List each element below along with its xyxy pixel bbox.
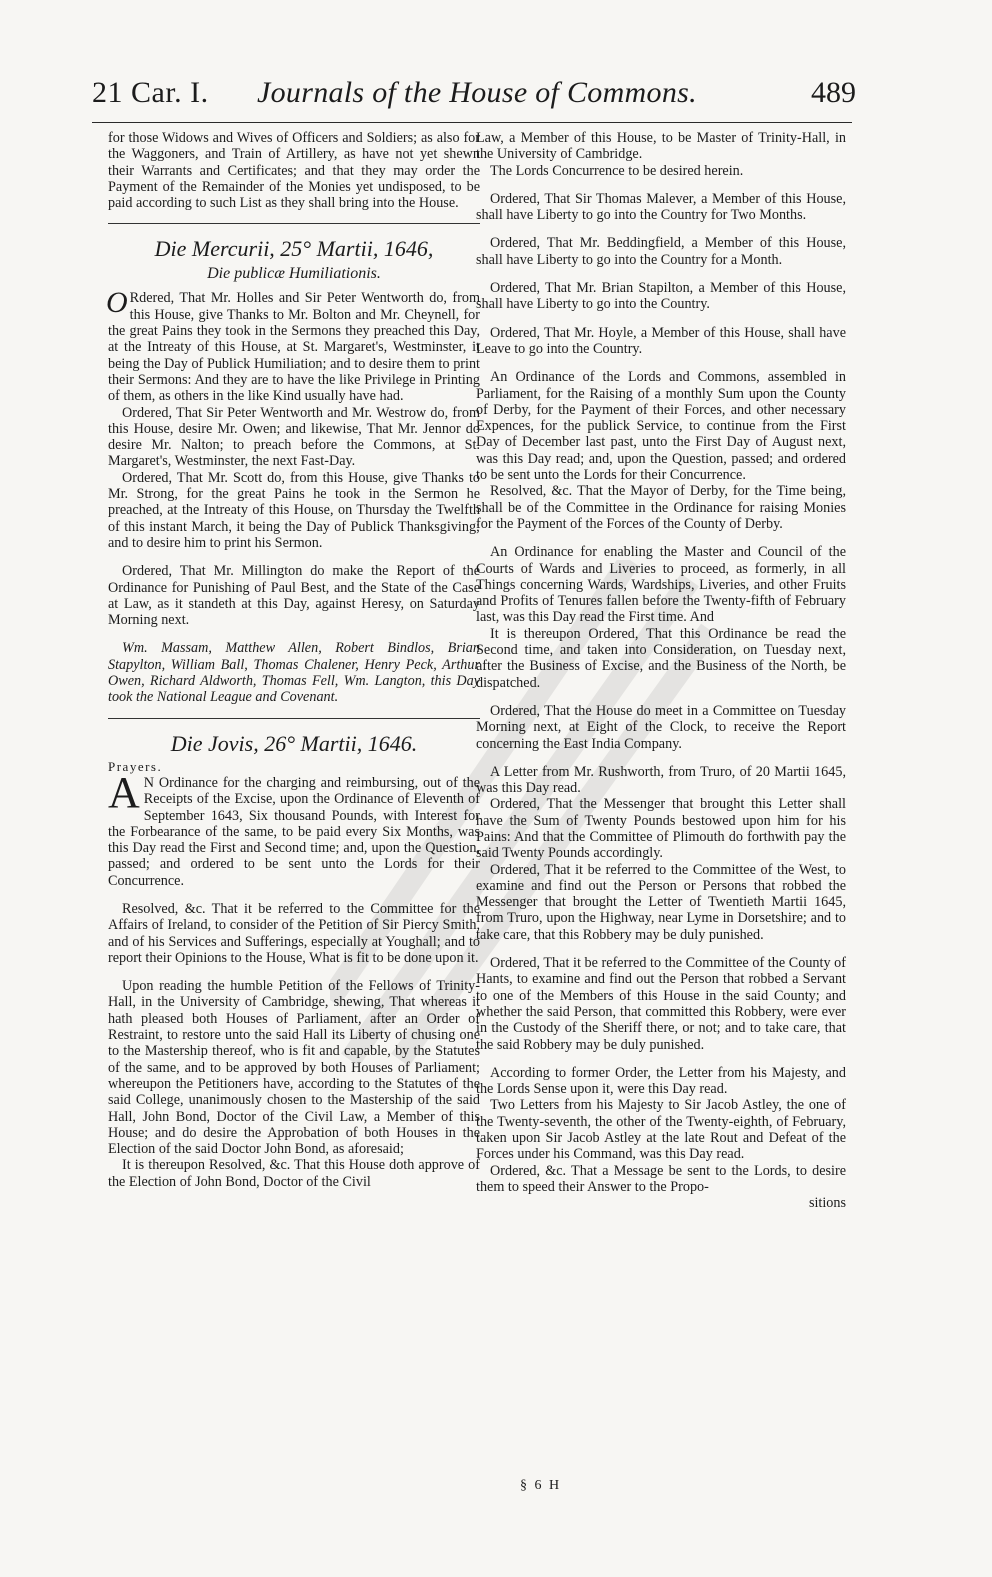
entry-piercy-smith: Resolved, &c. That it be referred to the Committee for the Affairs of Ireland, to consider of the Petition of Sir Piercy Smith, and of his Services and Sufferings, especially at Youghall; and to report their Opinions to the House, What is fit to be done upon it. bbox=[108, 900, 480, 966]
prayers-label: Prayers. bbox=[108, 758, 163, 774]
left-column bbox=[108, 130, 480, 1190]
entry-rushworth-letter: A Letter from Mr. Rushworth, from Truro, of 20 Martii 1645, was this Day read. bbox=[476, 763, 846, 797]
section-divider bbox=[108, 223, 480, 224]
day-heading-mercurii: Die Mercurii, 25° Martii, 1646, bbox=[154, 236, 434, 262]
entry-trinity-hall-master: Law, a Member of this House, to be Master of Trinity-Hall, in the University of Cambridge. bbox=[476, 130, 846, 163]
journal-title: Journals of the House of Commons. bbox=[257, 76, 697, 109]
entry-preachers-fast-day: Ordered, That Sir Peter Wentworth and Mr. Westrow do, from this House, desire Mr. Owen; and likewise, That Mr. Jennor do desire Mr. Nalton; to preach before the Commons, at St. Margaret's, Westminster, the next Fast-Day. bbox=[108, 404, 480, 470]
entry-second-reading: It is thereupon Ordered, That this Ordinance be read the Second time, and taken into Consideration, on Tuesday next, after the Business of Excise, and the Business of the North, be dispatched. bbox=[476, 625, 846, 691]
entry-message-lords: Ordered, &c. That a Message be sent to the Lords, to desire them to speed their Answer to the Propo- bbox=[476, 1162, 846, 1195]
entry-john-bond-resolved: It is thereupon Resolved, &c. That this House doth approve of the Election of John Bond, Doctor of the Civil bbox=[108, 1157, 480, 1190]
day-subheading-humiliation: Die publicæ Humiliationis. bbox=[207, 265, 381, 283]
entry-leave-malever: Ordered, That Sir Thomas Malever, a Member of this House, shall have Liberty to go into the Country for Two Months. bbox=[476, 190, 846, 224]
regnal-year: 21 Car. I. bbox=[92, 76, 209, 109]
entry-leave-hoyle: Ordered, That Mr. Hoyle, a Member of this House, shall have Leave to go into the Country. bbox=[476, 324, 846, 357]
entry-thanks-strong: Ordered, That Mr. Scott do, from this House, give Thanks to Mr. Strong, for the great Pains he took in the Sermon he preached, at the Intreaty of this House, on Thursday the Twelfth of this instant March, it being the Day of Publick Thanksgiving; and to desire him to print his Sermon. bbox=[108, 469, 480, 551]
entry-leave-beddingfield: Ordered, That Mr. Beddingfield, a Member of this House, shall have Liberty to go into the Country for a Month. bbox=[476, 235, 846, 268]
entry-leave-stapilton: Ordered, That Mr. Brian Stapilton, a Member of this House, shall have Liberty to go into the Country. bbox=[476, 280, 846, 313]
entry-millington-report: Ordered, That Mr. Millington do make the Report of the Ordinance for Punishing of Paul Best, and the State of the Case at Law, as it standeth at this Day, against Heresy, on Saturday Morning next. bbox=[108, 563, 480, 629]
entry-trinity-hall-petition: Upon reading the humble Petition of the Fellows of Trinity-Hall, in the University of Cambridge, shewing, That whereas it hath pleased both Houses of Parliament, after an Order of Restraint, to restore unto the said Hall its Liberty of chusing one to the Mastership thereof, who is fit and capable, by the Statutes of the same, and to be approved by both Houses of Parliament; whereupon the Petitioners have, according to the Statutes of the said College, unanimously chosen to the Mastership of the said Hall, John Bond, Doctor of the Civil Law, a Member of this House; and do desire the Approbation of both Houses in the Election of the said Doctor John Bond, as aforesaid; bbox=[108, 978, 480, 1158]
entry-widows: for those Widows and Wives of Officers and Soldiers; as also for the Waggoners, and Train of Artillery, as have not yet shewn their Warrants and Certificates; and that they may order the Payment of the Remainder of the Monies yet undisposed, to be paid according to such List as they shall bring into the House. bbox=[108, 130, 480, 212]
entry-majesty-letter: According to former Order, the Letter from his Majesty, and the Lords Sense upon it, were this Day read. bbox=[476, 1064, 846, 1098]
right-column bbox=[476, 130, 846, 1212]
drop-cap-o: O bbox=[106, 286, 128, 320]
entry-mayor-derby: Resolved, &c. That the Mayor of Derby, for the Time being, shall be of the Committee in the Ordinance for raising Monies for the Payment of the Forces of the County of Derby. bbox=[476, 483, 846, 532]
entry-messenger-payment: Ordered, That the Messenger that brought this Letter shall have the Sum of Twenty Pounds bestowed upon him for his Pains: And that the Committee of Plimouth do forthwith pay the said Twenty Pounds accordingly. bbox=[476, 796, 846, 862]
drop-cap-a: A bbox=[108, 767, 140, 817]
entry-east-india-committee: Ordered, That the House do meet in a Committee on Tuesday Morning next, at Eight of the Clock, to receive the Report concerning the East India Company. bbox=[476, 702, 846, 752]
entry-excise-ordinance: A N Ordinance for the charging and reimbursing, out of the Receipts of the Excise, upon the Ordinance of Eleventh of September 1643, Six thousand Pounds, with Interest for the Forbearance of the same, to be paid every Six Months, was this Day read the First and Second time; and, upon the Question, passed; and ordered to be sent unto the Lords for their Concurrence. bbox=[108, 767, 480, 889]
signature-mark: § 6 H bbox=[520, 1478, 562, 1493]
entry-robbery-west: Ordered, That it be referred to the Committee of the West, to examine and find out the Person or Persons that robbed the Messenger that brought the Letter of Twentieth Martii 1645, from Truro, upon the Highway, near Lyme in Dorsetshire; and to take care, that this Robbery may be duly punished. bbox=[476, 861, 846, 943]
catchword: sitions bbox=[808, 1195, 846, 1212]
entry-lords-concurrence: The Lords Concurrence to be desired herein. bbox=[490, 162, 744, 179]
entry-covenant-members: Wm. Massam, Matthew Allen, Robert Bindlos, Brian Stapylton, William Ball, Thomas Chalener, Henry Peck, Arthur Owen, Richard Aldworth, Thomas Fell, Wm. Langton, this Day took the National League and Covenant. bbox=[108, 640, 480, 706]
entry-thanks-holles: O Rdered, That Mr. Holles and Sir Peter Wentworth do, from this House, give Thanks to Mr. Bolton and Mr. Cheynell, for the great Pains they took in the Sermons they preached this Day, at the Intreaty of this House, at St. Margaret's, Westminster, it being the Day of Publick Humiliation; and to desire them to print their Sermons: And they are to have the like Privilege in Printing of them, as others in the like Kind usually have had. bbox=[106, 286, 480, 405]
entry-wards-liveries: An Ordinance for enabling the Master and Council of the Courts of Wards and Liveries to proceed, as formerly, in all Things concerning Wards, Wardships, Liveries, and other Fruits and Profits of Tenures fallen before the Twenty-fifth of February last, was this Day read the First time. And bbox=[476, 544, 846, 626]
entry-astley-letters: Two Letters from his Majesty to Sir Jacob Astley, the one of the Twenty-seventh, the other of the Twenty-eighth, of February, taken upon Sir Jacob Astley at the late Rout and Defeat of the Forces under his Command, was this Day read. bbox=[476, 1097, 846, 1163]
section-divider bbox=[108, 718, 480, 719]
day-heading-jovis: Die Jovis, 26° Martii, 1646. bbox=[170, 730, 418, 756]
running-head bbox=[92, 76, 856, 123]
entry-robbery-hants: Ordered, That it be referred to the Committee of the County of Hants, to examine and find out the Person that robbed a Servant to one of the Members of this House in the said County; and whether the said Person, that committed this Robbery, were ever in the Custody of the Sheriff there, or not; and to take care, that the said Robbery may be duly punished. bbox=[476, 955, 846, 1053]
page-number: 489 bbox=[811, 76, 856, 109]
entry-derby-ordinance: An Ordinance of the Lords and Commons, assembled in Parliament, for the Raising of a monthly Sum upon the County of Derby, for the Payment of their Forces, and other necessary Expences, for the publick Service, to continue from the First Day of December last past, unto the First Day of August next, was this Day read; and, upon the Question, passed; and ordered to be sent unto the Lords for their Concurrence. bbox=[476, 369, 846, 484]
